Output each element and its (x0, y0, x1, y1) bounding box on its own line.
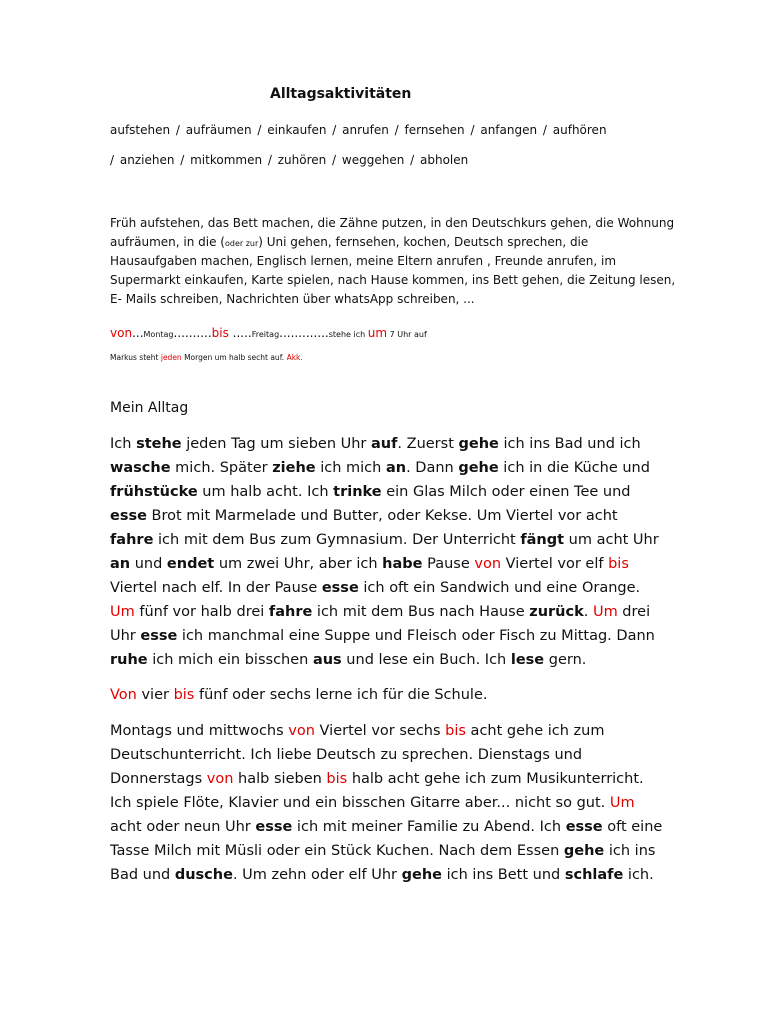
intro-line-5: E- Mails schreiben, Nachrichten über whatsApp schreiben, ... (110, 292, 475, 306)
schedule-example: von...Montag..........bis .....Freitag.............stehe ich um 7 Uhr auf (110, 326, 427, 340)
paragraph-1-line: Viertel nach elf. In der Pause esse ich oft ein Sandwich und eine Orange. (110, 580, 641, 596)
paragraph-1-line: ruhe ich mich ein bisschen aus und lese ein Buch. Ich lese gern. (110, 652, 587, 668)
paragraph-1-line: wasche mich. Später ziehe ich mich an. Dann gehe ich in die Küche und (110, 460, 650, 476)
section-heading: Mein Alltag (110, 400, 189, 416)
example-sentence: Markus steht jeden Morgen um halb secht auf. Akk. (110, 353, 303, 362)
intro-line-4: Supermarkt einkaufen, Karte spielen, nach Hause kommen, ins Bett gehen, die Zeitung lesen, (110, 273, 676, 287)
paragraph-3-line: Ich spiele Flöte, Klavier und ein bisschen Gitarre aber... nicht so gut. Um (110, 795, 635, 811)
paragraph-1-line: fahre ich mit dem Bus zum Gymnasium. Der Unterricht fängt um acht Uhr (110, 532, 659, 548)
paragraph-2: Von vier bis fünf oder sechs lerne ich für die Schule. (110, 687, 488, 703)
paragraph-1-line: an und endet um zwei Uhr, aber ich habe Pause von Viertel vor elf bis (110, 556, 629, 572)
intro-line-3: Hausaufgaben machen, Englisch lernen, meine Eltern anrufen , Freunde anrufen, im (110, 254, 617, 268)
paragraph-3-line: Donnerstags von halb sieben bis halb acht gehe ich zum Musikunterricht. (110, 771, 644, 787)
verb-list-line-1: aufstehen / aufräumen / einkaufen / anrufen / fernsehen / anfangen / aufhören (110, 123, 607, 137)
intro-line-2: aufräumen, in die (oder zur) Uni gehen, fernsehen, kochen, Deutsch sprechen, die (110, 235, 589, 249)
paragraph-3-line: Bad und dusche. Um zehn oder elf Uhr gehe ich ins Bett und schlafe ich. (110, 867, 654, 883)
paragraph-3-line: Deutschunterricht. Ich liebe Deutsch zu sprechen. Dienstags und (110, 747, 583, 763)
verb-list-line-2: / anziehen / mitkommen / zuhören / weggehen / abholen (110, 153, 469, 167)
paragraph-3-line: acht oder neun Uhr esse ich mit meiner Familie zu Abend. Ich esse oft eine (110, 819, 663, 835)
page-title: Alltagsaktivitäten (270, 86, 412, 102)
paragraph-1-line: Ich stehe jeden Tag um sieben Uhr auf. Zuerst gehe ich ins Bad und ich (110, 436, 641, 452)
paragraph-1-line: frühstücke um halb acht. Ich trinke ein Glas Milch oder einen Tee und (110, 484, 631, 500)
paragraph-1-line: esse Brot mit Marmelade und Butter, oder Kekse. Um Viertel vor acht (110, 508, 618, 524)
paragraph-3-line: Montags und mittwochs von Viertel vor sechs bis acht gehe ich zum (110, 723, 605, 739)
intro-line-1: Früh aufstehen, das Bett machen, die Zähne putzen, in den Deutschkurs gehen, die Wohnung (110, 216, 675, 230)
paragraph-1-line: Um fünf vor halb drei fahre ich mit dem Bus nach Hause zurück. Um drei (110, 604, 651, 620)
paragraph-3-line: Tasse Milch mit Müsli oder ein Stück Kuchen. Nach dem Essen gehe ich ins (110, 843, 656, 859)
paragraph-1-line: Uhr esse ich manchmal eine Suppe und Fleisch oder Fisch zu Mittag. Dann (110, 628, 655, 644)
